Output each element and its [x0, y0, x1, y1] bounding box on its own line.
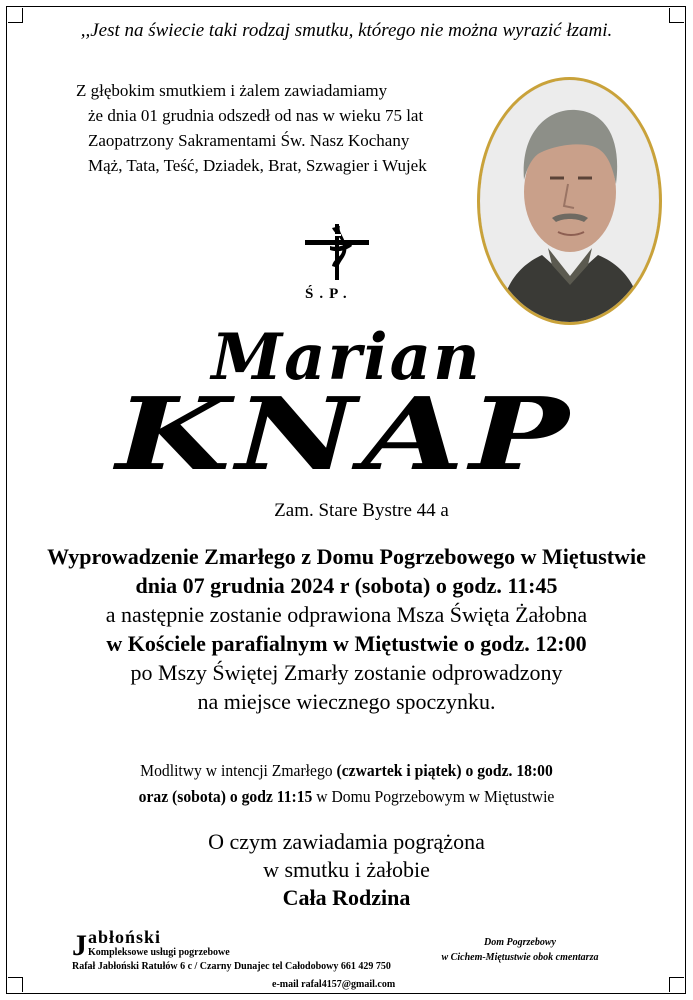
funeral-home-address: Rafał Jabłoński Ratułów 6 c / Czarny Dunajec tel Całodobowy 661 429 750: [72, 961, 391, 972]
deceased-first-name: Marian: [211, 320, 482, 395]
intro-line: Z głębokim smutkiem i żalem zawiadamiamy: [76, 81, 388, 100]
deceased-last-name: KNAP: [115, 375, 575, 493]
closing-line: O czym zawiadamia pogrążona: [208, 829, 485, 854]
dom-line: w Cichem-Miętustwie obok cmentarza: [441, 952, 599, 963]
closing-signature: [0, 828, 693, 912]
intro-line: Mąż, Tata, Teść, Dziadek, Brat, Szwagier i Wujek: [88, 156, 427, 175]
funeral-home-tagline: Kompleksowe usługi pogrzebowe: [88, 947, 230, 958]
dom-pogrzebowy-info: [420, 935, 620, 965]
ceremony-line: a następnie zostanie odprawiona Msza Święta Żałobna: [105, 602, 588, 627]
corner-ornament: [8, 977, 23, 992]
ceremony-line: w Kościele parafialnym w Miętustwie o godz. 12:00: [106, 631, 587, 656]
ceremony-line: Wyprowadzenie Zmarłego z Domu Pogrzebowego w Miętustwie: [47, 544, 646, 569]
announcement-intro: [76, 78, 427, 178]
deceased-portrait: [477, 77, 662, 325]
logo-initial: J: [72, 929, 87, 962]
quote: ,,Jest na świecie taki rodzaj smutku, którego nie można wyrazić łzami.: [80, 20, 613, 41]
family-signature: Cała Rodzina: [282, 885, 411, 910]
prayer-schedule: [28, 758, 666, 810]
prayer-time: oraz (sobota) o godz 11:15: [138, 787, 313, 806]
prayer-line: [28, 758, 666, 784]
cross-icon: [302, 222, 372, 282]
prayer-time: (czwartek i piątek) o godz. 18:00: [336, 761, 553, 780]
funeral-home-logo: [72, 927, 412, 962]
funeral-home-name: abłoński: [88, 927, 162, 947]
prayer-line: [28, 784, 666, 810]
ceremony-line: na miejsce wiecznego spoczynku.: [197, 689, 496, 714]
corner-ornament: [669, 977, 684, 992]
funeral-home-info: [72, 928, 412, 991]
sp-label: Ś.P.: [305, 286, 353, 302]
dom-line: Dom Pogrzebowy: [484, 937, 556, 948]
deceased-address: Zam. Stare Bystre 44 a: [274, 500, 449, 521]
funeral-home-email: e-mail rafal4157@gmail.com: [272, 979, 396, 990]
ceremony-details: [0, 542, 693, 716]
ceremony-line: dnia 07 grudnia 2024 r (sobota) o godz. 11:45: [135, 573, 558, 598]
intro-line: że dnia 01 grudnia odszedł od nas w wieku 75 lat: [88, 106, 424, 125]
prayer-text: Modlitwy w intencji Zmarłego: [140, 761, 337, 780]
ceremony-line: po Mszy Świętej Zmarły zostanie odprowadzony: [130, 660, 563, 685]
closing-line: w smutku i żałobie: [263, 857, 430, 882]
intro-line: Zaopatrzony Sakramentami Św. Nasz Kochany: [88, 131, 410, 150]
portrait-image: [480, 80, 659, 322]
prayer-text: w Domu Pogrzebowym w Miętustwie: [312, 787, 555, 806]
